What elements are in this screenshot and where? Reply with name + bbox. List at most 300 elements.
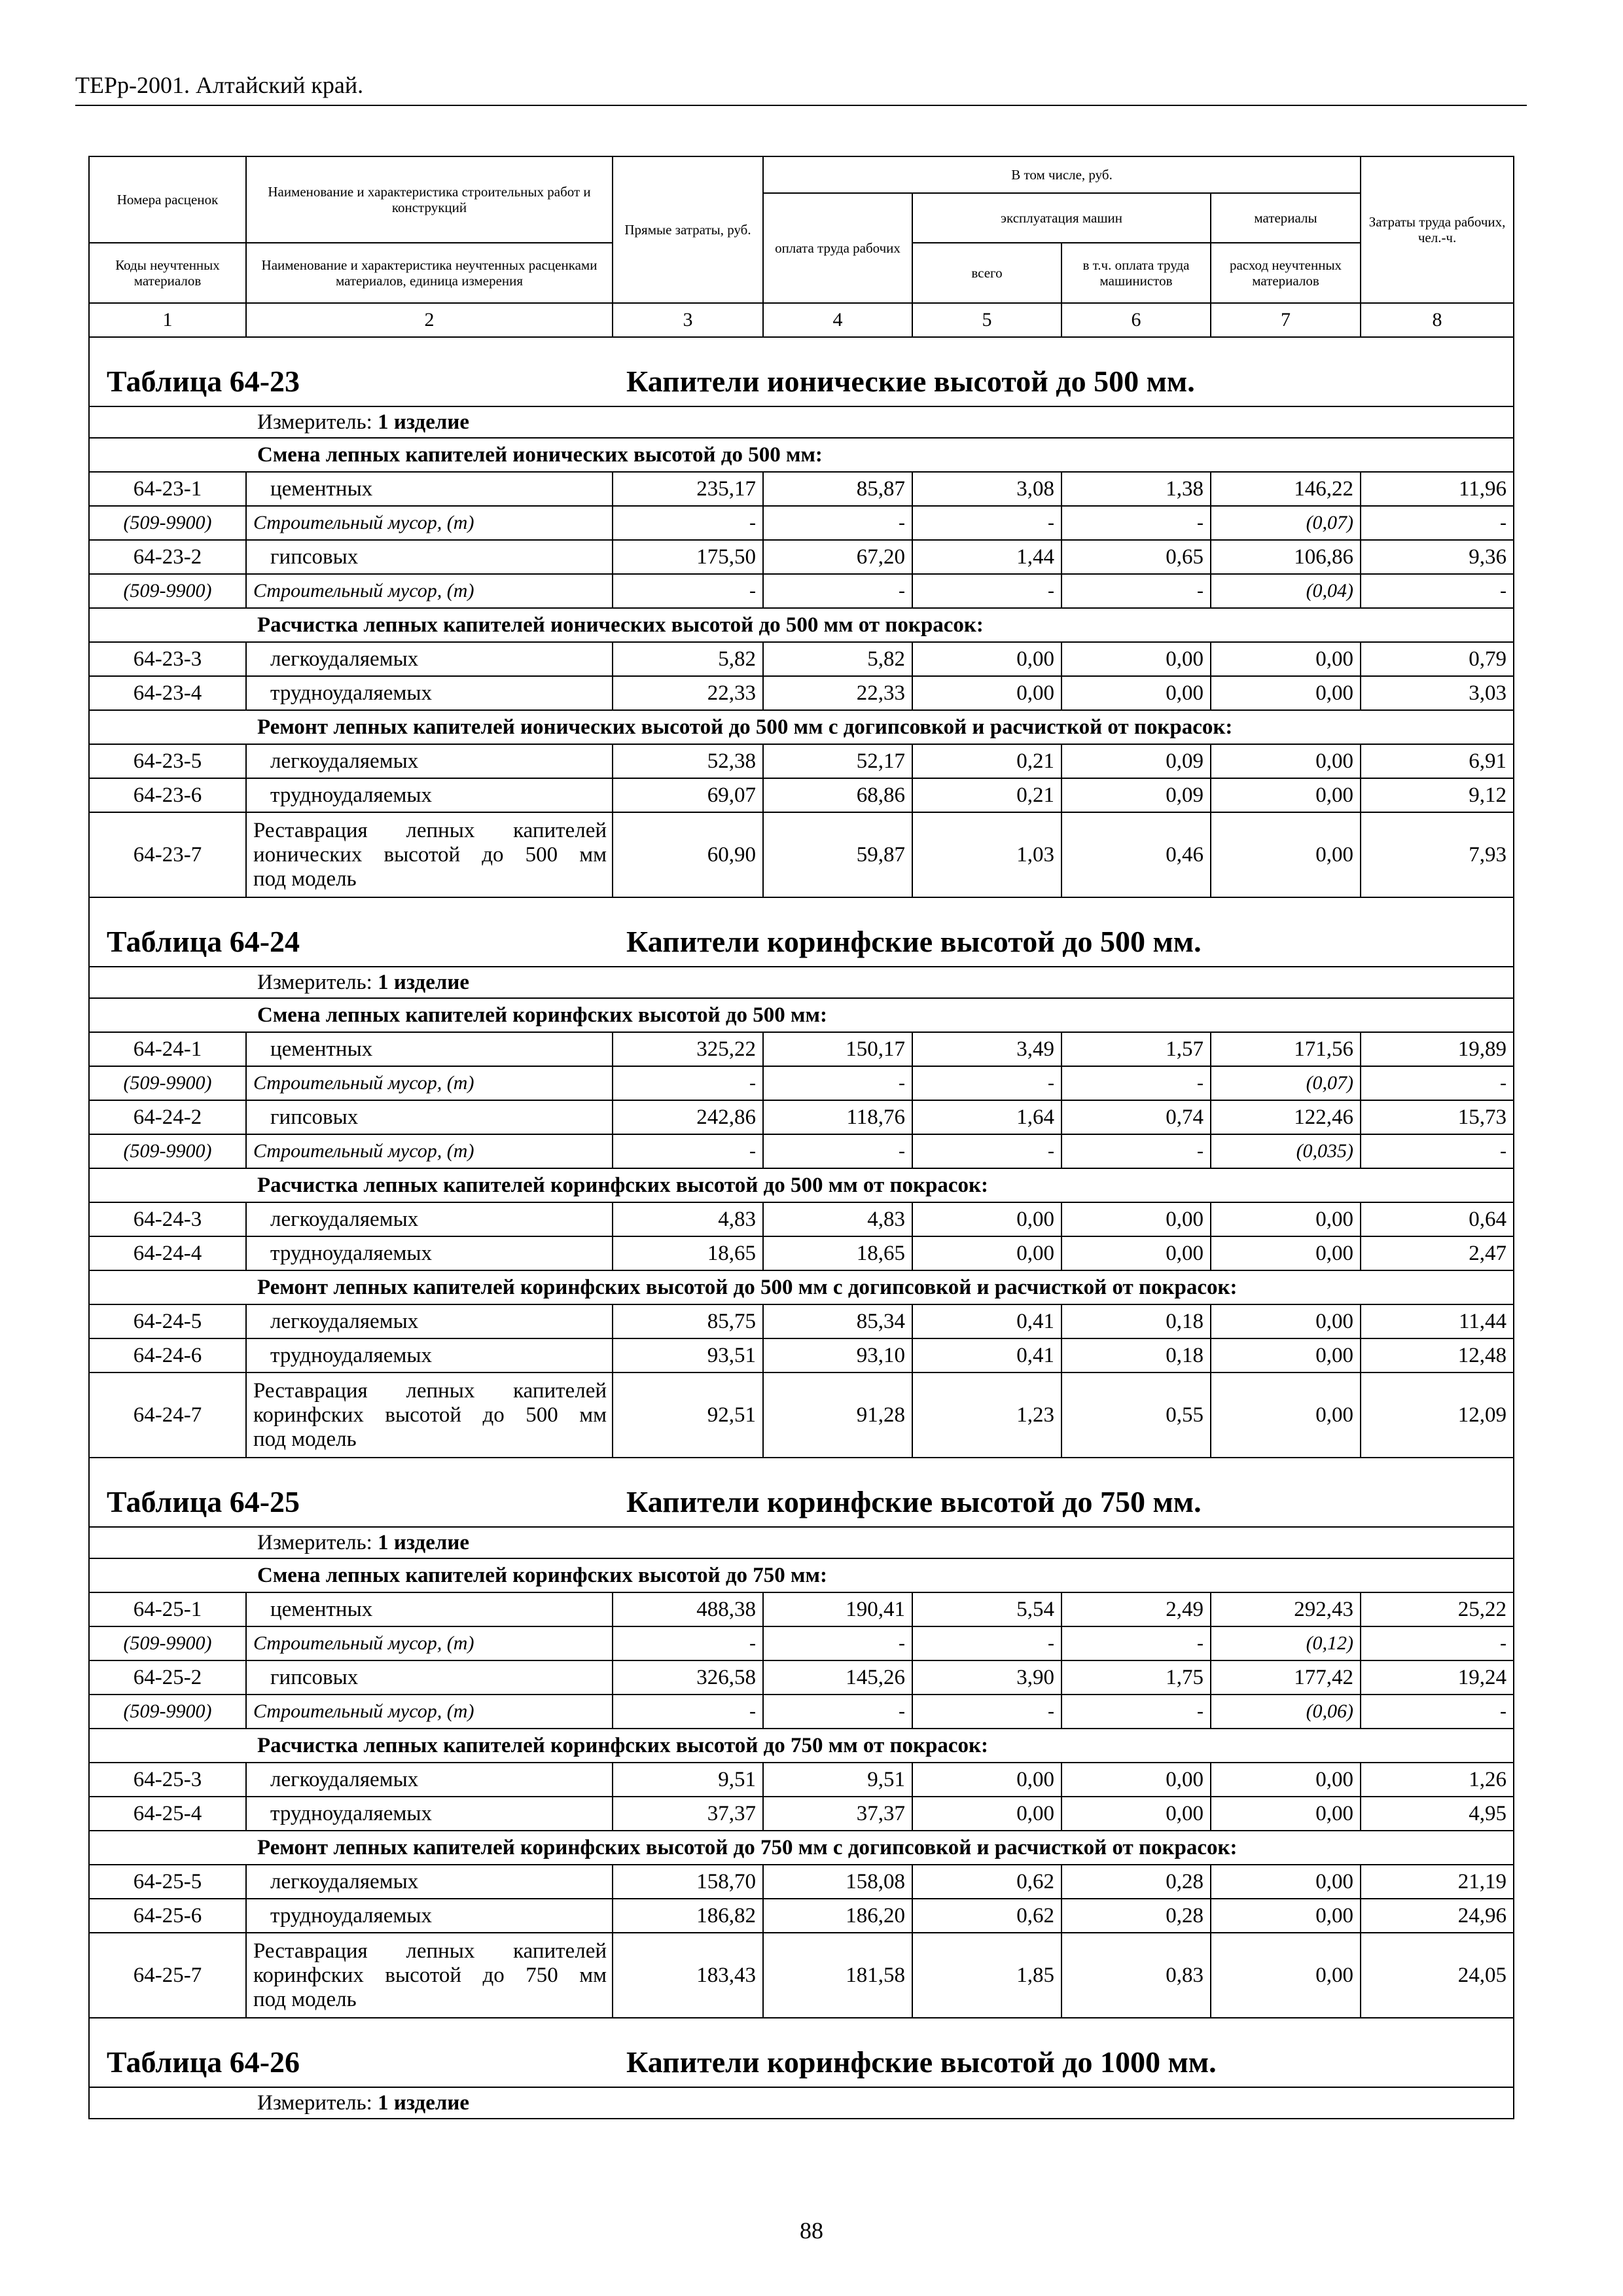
- header-col1-top: Номера расценок: [89, 156, 246, 243]
- value-cell: 0,62: [912, 1865, 1061, 1899]
- material-code: (509-9900): [89, 574, 246, 608]
- measure-label: Измеритель:: [257, 1531, 372, 1554]
- value-cell: 0,09: [1061, 778, 1211, 812]
- group-header-row: [89, 1558, 1514, 1592]
- value-cell: 19,89: [1361, 1032, 1514, 1066]
- value-cell: 0,00: [912, 676, 1061, 710]
- rate-code: 64-25-5: [89, 1865, 246, 1899]
- page-number: 88: [800, 2217, 823, 2244]
- value-cell: 0,00: [1211, 778, 1361, 812]
- value-cell: 158,70: [613, 1865, 763, 1899]
- rate-name: трудноудаляемых: [246, 1797, 613, 1831]
- value-cell: 146,22: [1211, 472, 1361, 506]
- value-cell: -: [1361, 1626, 1514, 1660]
- value-cell: 1,57: [1061, 1032, 1211, 1066]
- value-cell: 15,73: [1361, 1100, 1514, 1134]
- rate-code: 64-25-3: [89, 1763, 246, 1797]
- table-title: Капители коринфские высотой до 500 мм.: [626, 925, 1202, 958]
- table-title: Капители коринфские высотой до 1000 мм.: [626, 2045, 1217, 2079]
- rate-name: цементных: [246, 1032, 613, 1066]
- value-cell: 158,08: [763, 1865, 912, 1899]
- value-cell: 0,00: [1211, 812, 1361, 897]
- rate-code: 64-24-6: [89, 1338, 246, 1372]
- column-number: 3: [613, 303, 763, 337]
- value-cell: 183,43: [613, 1933, 763, 2018]
- value-cell: 1,75: [1061, 1660, 1211, 1695]
- header-labor-cost: Затраты труда рабочих, чел.-ч.: [1361, 156, 1514, 303]
- value-cell: 1,23: [912, 1372, 1061, 1458]
- value-cell: 24,05: [1361, 1933, 1514, 2018]
- value-cell: 150,17: [763, 1032, 912, 1066]
- value-cell: 0,64: [1361, 1202, 1514, 1236]
- value-cell: 9,51: [763, 1763, 912, 1797]
- rate-code: 64-24-5: [89, 1304, 246, 1338]
- value-cell: -: [1361, 1134, 1514, 1168]
- column-number: 4: [763, 303, 912, 337]
- value-cell: 0,21: [912, 778, 1061, 812]
- value-cell: 1,64: [912, 1100, 1061, 1134]
- material-row: [89, 574, 1514, 608]
- column-number: 2: [246, 303, 613, 337]
- section-title-row: [89, 2018, 1514, 2087]
- material-name: Строительный мусор, (т): [246, 1695, 613, 1729]
- header-labor: оплата труда рабочих: [763, 193, 912, 303]
- value-cell: 177,42: [1211, 1660, 1361, 1695]
- table-row: [89, 1660, 1514, 1695]
- section-title: [90, 1458, 1513, 1526]
- rate-name: трудноудаляемых: [246, 778, 613, 812]
- section-title: [90, 898, 1513, 966]
- value-cell: 0,00: [1061, 642, 1211, 676]
- value-cell: 0,41: [912, 1304, 1061, 1338]
- value-cell: 11,96: [1361, 472, 1514, 506]
- table-row: [89, 1592, 1514, 1626]
- value-cell: 93,51: [613, 1338, 763, 1372]
- value-cell: 235,17: [613, 472, 763, 506]
- value-cell: 68,86: [763, 778, 912, 812]
- header-machines-total: всего: [912, 243, 1061, 303]
- value-cell: 69,07: [613, 778, 763, 812]
- value-cell: 0,00: [1061, 1202, 1211, 1236]
- value-cell: 52,38: [613, 744, 763, 778]
- value-cell: 1,38: [1061, 472, 1211, 506]
- value-cell: -: [912, 506, 1061, 540]
- group-title: Смена лепных капителей коринфских высотой до 500 мм:: [89, 998, 1514, 1032]
- table-row: [89, 1763, 1514, 1797]
- value-cell: 25,22: [1361, 1592, 1514, 1626]
- rate-name: легкоудаляемых: [246, 1304, 613, 1338]
- column-number: 7: [1211, 303, 1361, 337]
- measure-unit: [90, 409, 1513, 435]
- group-title: Ремонт лепных капителей коринфских высотой до 500 мм с догипсовкой и расчисткой от покрасок:: [89, 1270, 1514, 1304]
- group-header-row: [89, 710, 1514, 744]
- value-cell: 0,00: [912, 1202, 1061, 1236]
- header-materials: материалы: [1211, 193, 1361, 243]
- value-cell: 106,86: [1211, 540, 1361, 574]
- rates-table: [88, 156, 1514, 2119]
- value-cell: 118,76: [763, 1100, 912, 1134]
- header-col2-bottom: Наименование и характеристика неучтенных расценками материалов, единица измерения: [246, 243, 613, 303]
- rate-code: 64-23-2: [89, 540, 246, 574]
- material-code: (509-9900): [89, 1134, 246, 1168]
- measure-label: Измеритель:: [257, 2091, 372, 2115]
- rate-name-line: Реставрация лепных капителей: [253, 1378, 607, 1403]
- value-cell: 0,00: [912, 1763, 1061, 1797]
- value-cell: -: [613, 506, 763, 540]
- rate-name-line: коринфских высотой до 750 мм: [253, 1963, 607, 1987]
- section-title-row: [89, 337, 1514, 406]
- value-cell: 2,47: [1361, 1236, 1514, 1270]
- table-row: [89, 1202, 1514, 1236]
- measure-row: [89, 2087, 1514, 2119]
- material-row: [89, 1066, 1514, 1100]
- table-number: Таблица 64-23: [107, 365, 300, 398]
- value-cell: 12,48: [1361, 1338, 1514, 1372]
- value-cell: 85,87: [763, 472, 912, 506]
- rate-code: 64-23-6: [89, 778, 246, 812]
- material-row: [89, 1134, 1514, 1168]
- value-cell: (0,07): [1211, 1066, 1361, 1100]
- table-row: [89, 1338, 1514, 1372]
- rate-name: гипсовых: [246, 1660, 613, 1695]
- value-cell: (0,12): [1211, 1626, 1361, 1660]
- rate-name: трудноудаляемых: [246, 676, 613, 710]
- rate-code: 64-24-3: [89, 1202, 246, 1236]
- value-cell: 181,58: [763, 1933, 912, 2018]
- rate-name-line: ионических высотой до 500 мм: [253, 842, 607, 867]
- rate-name: гипсовых: [246, 1100, 613, 1134]
- value-cell: 0,00: [1211, 1797, 1361, 1831]
- value-cell: 1,03: [912, 812, 1061, 897]
- rate-code: 64-25-2: [89, 1660, 246, 1695]
- group-header-row: [89, 1168, 1514, 1202]
- value-cell: 19,24: [1361, 1660, 1514, 1695]
- value-cell: 12,09: [1361, 1372, 1514, 1458]
- value-cell: 122,46: [1211, 1100, 1361, 1134]
- value-cell: 0,00: [1211, 1899, 1361, 1933]
- value-cell: 91,28: [763, 1372, 912, 1458]
- section-title: [90, 338, 1513, 406]
- rate-code: 64-23-3: [89, 642, 246, 676]
- column-number: 5: [912, 303, 1061, 337]
- table-row: [89, 812, 1514, 897]
- rate-name: легкоудаляемых: [246, 744, 613, 778]
- group-title: Ремонт лепных капителей коринфских высотой до 750 мм с догипсовкой и расчисткой от покрасок:: [89, 1831, 1514, 1865]
- value-cell: 9,12: [1361, 778, 1514, 812]
- table-row: [89, 540, 1514, 574]
- material-name: Строительный мусор, (т): [246, 1134, 613, 1168]
- value-cell: 6,91: [1361, 744, 1514, 778]
- value-cell: -: [1061, 1134, 1211, 1168]
- value-cell: 59,87: [763, 812, 912, 897]
- table-row: [89, 642, 1514, 676]
- rate-name: трудноудаляемых: [246, 1899, 613, 1933]
- measure-value: 1 изделие: [378, 1531, 470, 1554]
- value-cell: 0,00: [1061, 1797, 1211, 1831]
- value-cell: 0,28: [1061, 1865, 1211, 1899]
- material-name: Строительный мусор, (т): [246, 574, 613, 608]
- rate-name: цементных: [246, 472, 613, 506]
- value-cell: -: [613, 1134, 763, 1168]
- value-cell: -: [1361, 1695, 1514, 1729]
- value-cell: 4,95: [1361, 1797, 1514, 1831]
- rate-name: [246, 1933, 613, 2018]
- header-rule: [75, 105, 1527, 106]
- table-number: Таблица 64-25: [107, 1485, 300, 1518]
- value-cell: (0,07): [1211, 506, 1361, 540]
- rate-code: 64-23-1: [89, 472, 246, 506]
- table-title: Капители ионические высотой до 500 мм.: [626, 365, 1195, 398]
- value-cell: 0,62: [912, 1899, 1061, 1933]
- rate-name: легкоудаляемых: [246, 642, 613, 676]
- value-cell: -: [613, 1695, 763, 1729]
- measure-value: 1 изделие: [378, 971, 470, 994]
- rate-code: 64-25-4: [89, 1797, 246, 1831]
- value-cell: 0,28: [1061, 1899, 1211, 1933]
- value-cell: -: [912, 1695, 1061, 1729]
- measure-label: Измеритель:: [257, 410, 372, 434]
- header-machines: эксплуатация машин: [912, 193, 1211, 243]
- value-cell: (0,04): [1211, 574, 1361, 608]
- value-cell: 488,38: [613, 1592, 763, 1626]
- value-cell: 0,18: [1061, 1338, 1211, 1372]
- value-cell: 4,83: [763, 1202, 912, 1236]
- value-cell: -: [912, 1066, 1061, 1100]
- material-row: [89, 506, 1514, 540]
- rate-name-line: под модель: [253, 867, 357, 891]
- value-cell: -: [1361, 506, 1514, 540]
- rate-code: 64-24-2: [89, 1100, 246, 1134]
- value-cell: 0,00: [1211, 676, 1361, 710]
- material-name: Строительный мусор, (т): [246, 1066, 613, 1100]
- value-cell: 292,43: [1211, 1592, 1361, 1626]
- rate-code: 64-25-6: [89, 1899, 246, 1933]
- section-title-row: [89, 897, 1514, 967]
- table-row: [89, 778, 1514, 812]
- rate-name: [246, 812, 613, 897]
- header-machines-labor: в т.ч. оплата труда машинистов: [1061, 243, 1211, 303]
- table-row: [89, 1899, 1514, 1933]
- value-cell: -: [1061, 506, 1211, 540]
- value-cell: 325,22: [613, 1032, 763, 1066]
- value-cell: 60,90: [613, 812, 763, 897]
- group-header-row: [89, 1729, 1514, 1763]
- measure-unit: [90, 969, 1513, 996]
- rate-code: 64-25-1: [89, 1592, 246, 1626]
- value-cell: 190,41: [763, 1592, 912, 1626]
- group-title: Расчистка лепных капителей коринфских высотой до 750 мм от покрасок:: [89, 1729, 1514, 1763]
- value-cell: 186,20: [763, 1899, 912, 1933]
- value-cell: 85,75: [613, 1304, 763, 1338]
- header-col3: Прямые затраты, руб.: [613, 156, 763, 303]
- material-row: [89, 1626, 1514, 1660]
- rate-code: 64-24-7: [89, 1372, 246, 1458]
- section-title: [90, 2018, 1513, 2087]
- value-cell: 0,00: [1211, 1202, 1361, 1236]
- rate-name: трудноудаляемых: [246, 1236, 613, 1270]
- column-number: 8: [1361, 303, 1514, 337]
- value-cell: 93,10: [763, 1338, 912, 1372]
- measure-row: [89, 1527, 1514, 1558]
- material-name: Строительный мусор, (т): [246, 506, 613, 540]
- rate-code: 64-23-7: [89, 812, 246, 897]
- header-materials-sub: расход неучтенных материалов: [1211, 243, 1361, 303]
- measure-label: Измеритель:: [257, 971, 372, 994]
- value-cell: 22,33: [763, 676, 912, 710]
- group-title: Расчистка лепных капителей ионических высотой до 500 мм от покрасок:: [89, 608, 1514, 642]
- value-cell: 0,83: [1061, 1933, 1211, 2018]
- value-cell: 175,50: [613, 540, 763, 574]
- rate-name-line: под модель: [253, 1427, 357, 1451]
- value-cell: -: [763, 1695, 912, 1729]
- table-row: [89, 676, 1514, 710]
- material-code: (509-9900): [89, 1695, 246, 1729]
- value-cell: 9,51: [613, 1763, 763, 1797]
- rate-name: цементных: [246, 1592, 613, 1626]
- value-cell: 0,00: [1211, 1763, 1361, 1797]
- value-cell: 1,85: [912, 1933, 1061, 2018]
- group-header-row: [89, 608, 1514, 642]
- value-cell: 3,49: [912, 1032, 1061, 1066]
- value-cell: 21,19: [1361, 1865, 1514, 1899]
- table-row: [89, 1236, 1514, 1270]
- value-cell: -: [763, 506, 912, 540]
- value-cell: -: [613, 1626, 763, 1660]
- value-cell: 1,44: [912, 540, 1061, 574]
- header-incl: В том числе, руб.: [763, 156, 1361, 193]
- rate-name-line: коринфских высотой до 500 мм: [253, 1403, 607, 1427]
- table-row: [89, 472, 1514, 506]
- value-cell: 1,26: [1361, 1763, 1514, 1797]
- measure-value: 1 изделие: [378, 2091, 470, 2115]
- measure-value: 1 изделие: [378, 410, 470, 434]
- group-title: Ремонт лепных капителей ионических высотой до 500 мм с догипсовкой и расчисткой от покрасок:: [89, 710, 1514, 744]
- value-cell: -: [763, 1134, 912, 1168]
- measure-unit: [90, 2090, 1513, 2116]
- value-cell: 145,26: [763, 1660, 912, 1695]
- rate-name: гипсовых: [246, 540, 613, 574]
- value-cell: 0,65: [1061, 540, 1211, 574]
- value-cell: 0,00: [1211, 1304, 1361, 1338]
- material-code: (509-9900): [89, 1626, 246, 1660]
- measure-row: [89, 406, 1514, 438]
- value-cell: 0,55: [1061, 1372, 1211, 1458]
- rate-name-line: Реставрация лепных капителей: [253, 818, 607, 842]
- value-cell: 0,74: [1061, 1100, 1211, 1134]
- value-cell: 4,83: [613, 1202, 763, 1236]
- value-cell: -: [1061, 574, 1211, 608]
- value-cell: 3,08: [912, 472, 1061, 506]
- value-cell: 0,09: [1061, 744, 1211, 778]
- value-cell: 7,93: [1361, 812, 1514, 897]
- value-cell: (0,06): [1211, 1695, 1361, 1729]
- value-cell: 9,36: [1361, 540, 1514, 574]
- value-cell: 0,00: [1211, 642, 1361, 676]
- value-cell: 0,00: [1211, 1338, 1361, 1372]
- value-cell: 0,21: [912, 744, 1061, 778]
- material-code: (509-9900): [89, 506, 246, 540]
- group-header-row: [89, 438, 1514, 472]
- value-cell: -: [613, 1066, 763, 1100]
- rate-code: 64-24-1: [89, 1032, 246, 1066]
- value-cell: 5,54: [912, 1592, 1061, 1626]
- table-row: [89, 744, 1514, 778]
- value-cell: -: [1061, 1066, 1211, 1100]
- value-cell: 242,86: [613, 1100, 763, 1134]
- value-cell: 52,17: [763, 744, 912, 778]
- rate-name-line: под модель: [253, 1987, 357, 2011]
- value-cell: -: [763, 1626, 912, 1660]
- value-cell: 0,00: [1061, 1763, 1211, 1797]
- material-code: (509-9900): [89, 1066, 246, 1100]
- header-col1-bottom: Коды неучтенных материалов: [89, 243, 246, 303]
- table-row: [89, 1865, 1514, 1899]
- value-cell: 186,82: [613, 1899, 763, 1933]
- rate-code: 64-23-4: [89, 676, 246, 710]
- table-row: [89, 1372, 1514, 1458]
- value-cell: -: [912, 1626, 1061, 1660]
- value-cell: 0,18: [1061, 1304, 1211, 1338]
- value-cell: -: [1361, 574, 1514, 608]
- value-cell: 0,46: [1061, 812, 1211, 897]
- value-cell: 326,58: [613, 1660, 763, 1695]
- rate-name: легкоудаляемых: [246, 1865, 613, 1899]
- rate-name: легкоудаляемых: [246, 1202, 613, 1236]
- value-cell: 5,82: [763, 642, 912, 676]
- group-title: Смена лепных капителей коринфских высотой до 750 мм:: [89, 1558, 1514, 1592]
- table-number: Таблица 64-24: [107, 925, 300, 958]
- table-row: [89, 1933, 1514, 2018]
- value-cell: 37,37: [613, 1797, 763, 1831]
- group-header-row: [89, 998, 1514, 1032]
- value-cell: 85,34: [763, 1304, 912, 1338]
- rate-code: 64-23-5: [89, 744, 246, 778]
- group-title: Расчистка лепных капителей коринфских высотой до 500 мм от покрасок:: [89, 1168, 1514, 1202]
- header-col2-top: Наименование и характеристика строительных работ и конструкций: [246, 156, 613, 243]
- value-cell: -: [912, 1134, 1061, 1168]
- rate-code: 64-24-4: [89, 1236, 246, 1270]
- value-cell: 0,00: [912, 1236, 1061, 1270]
- value-cell: 92,51: [613, 1372, 763, 1458]
- value-cell: 0,00: [1211, 744, 1361, 778]
- value-cell: 0,00: [1211, 1933, 1361, 2018]
- value-cell: 3,90: [912, 1660, 1061, 1695]
- column-number: 6: [1061, 303, 1211, 337]
- table-row: [89, 1797, 1514, 1831]
- value-cell: 3,03: [1361, 676, 1514, 710]
- value-cell: -: [1361, 1066, 1514, 1100]
- table-row: [89, 1100, 1514, 1134]
- group-header-row: [89, 1831, 1514, 1865]
- table-row: [89, 1032, 1514, 1066]
- value-cell: 0,00: [1211, 1865, 1361, 1899]
- rate-code: 64-25-7: [89, 1933, 246, 2018]
- value-cell: 11,44: [1361, 1304, 1514, 1338]
- table-row: [89, 1304, 1514, 1338]
- group-header-row: [89, 1270, 1514, 1304]
- value-cell: 0,41: [912, 1338, 1061, 1372]
- value-cell: 18,65: [763, 1236, 912, 1270]
- group-title: Смена лепных капителей ионических высотой до 500 мм:: [89, 438, 1514, 472]
- section-title-row: [89, 1458, 1514, 1527]
- value-cell: -: [763, 574, 912, 608]
- value-cell: 67,20: [763, 540, 912, 574]
- rate-name: [246, 1372, 613, 1458]
- material-row: [89, 1695, 1514, 1729]
- value-cell: 0,00: [1211, 1236, 1361, 1270]
- value-cell: -: [1061, 1695, 1211, 1729]
- value-cell: 37,37: [763, 1797, 912, 1831]
